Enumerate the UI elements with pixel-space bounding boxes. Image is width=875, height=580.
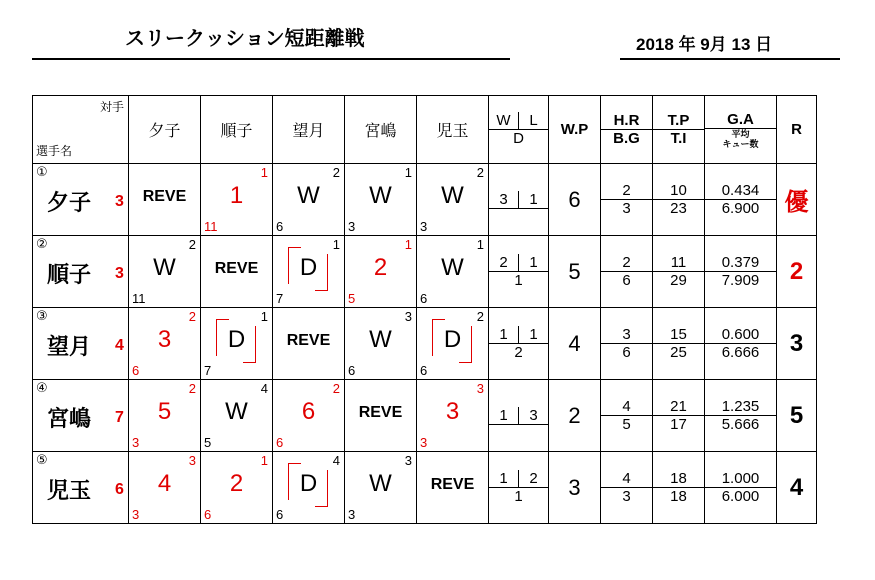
ga-cell bbox=[705, 308, 777, 380]
date-month-unit: 月 bbox=[709, 35, 727, 54]
header-tp: T.P bbox=[653, 112, 704, 130]
match-innings: 4 bbox=[332, 453, 340, 468]
player-score: 6 bbox=[115, 481, 124, 498]
tp-ti-cell bbox=[653, 452, 705, 524]
player-cell bbox=[33, 452, 129, 524]
match-cell bbox=[201, 164, 273, 236]
match-cell bbox=[417, 380, 489, 452]
draws: 2 bbox=[514, 344, 523, 361]
total-points: 15 bbox=[653, 326, 704, 344]
match-cell bbox=[417, 452, 489, 524]
self-match-label: REVE bbox=[142, 188, 187, 205]
draws: 1 bbox=[514, 272, 523, 289]
hr-bg-cell bbox=[601, 308, 653, 380]
player-number: ② bbox=[36, 237, 48, 252]
ga-cell bbox=[705, 452, 777, 524]
big-game: 3 bbox=[622, 200, 631, 217]
match-cell bbox=[417, 164, 489, 236]
match-cell bbox=[201, 308, 273, 380]
player-number: ⑤ bbox=[36, 453, 48, 468]
wld-cell bbox=[489, 236, 549, 308]
header-wld bbox=[489, 96, 549, 164]
header-hr-bg bbox=[601, 96, 653, 164]
hr-bg-cell bbox=[601, 164, 653, 236]
match-cell bbox=[417, 308, 489, 380]
player-row bbox=[33, 452, 817, 524]
match-result: D bbox=[443, 326, 462, 353]
match-points: 6 bbox=[420, 291, 428, 306]
header-r: R bbox=[777, 96, 817, 164]
tp-ti-cell bbox=[653, 308, 705, 380]
match-result: 1 bbox=[229, 182, 244, 209]
match-result: D bbox=[227, 326, 246, 353]
player-number: ③ bbox=[36, 309, 48, 324]
general-average: 0.600 bbox=[705, 326, 776, 344]
match-result: W bbox=[153, 254, 176, 281]
self-match-label: REVE bbox=[286, 332, 331, 349]
general-average: 0.434 bbox=[705, 182, 776, 200]
header-bg: B.G bbox=[613, 130, 640, 147]
match-result: W bbox=[369, 182, 392, 209]
header-opponent-0: 夕子 bbox=[129, 96, 201, 164]
total-innings: 29 bbox=[670, 272, 687, 289]
date-underline bbox=[620, 58, 840, 60]
match-points: 3 bbox=[348, 219, 356, 234]
date bbox=[636, 30, 772, 55]
total-points: 21 bbox=[653, 398, 704, 416]
match-cell bbox=[201, 380, 273, 452]
match-cell bbox=[273, 236, 345, 308]
match-innings: 2 bbox=[188, 309, 196, 324]
losses: 1 bbox=[529, 326, 538, 343]
big-game: 5 bbox=[622, 416, 631, 433]
total-points: 10 bbox=[653, 182, 704, 200]
header-opponent-3: 宮嶋 bbox=[345, 96, 417, 164]
match-result: W bbox=[441, 182, 464, 209]
average-cue-count: 6.000 bbox=[721, 488, 760, 505]
match-cell bbox=[345, 380, 417, 452]
match-result: 3 bbox=[445, 398, 460, 425]
match-points: 6 bbox=[276, 435, 284, 450]
player-name: 夕子 bbox=[47, 191, 92, 216]
rank: 4 bbox=[789, 473, 804, 501]
date-year: 2018 bbox=[636, 35, 674, 54]
match-points: 3 bbox=[420, 219, 428, 234]
match-points: 6 bbox=[276, 219, 284, 234]
ga-cell bbox=[705, 164, 777, 236]
match-cell bbox=[201, 236, 273, 308]
match-result: D bbox=[299, 470, 318, 497]
player-score: 3 bbox=[115, 193, 124, 210]
high-run: 2 bbox=[601, 182, 652, 200]
match-points: 11 bbox=[204, 219, 218, 234]
header-opponent-1: 順子 bbox=[201, 96, 273, 164]
date-month: 9 bbox=[700, 35, 710, 54]
match-result: W bbox=[297, 182, 320, 209]
player-score: 3 bbox=[115, 265, 124, 282]
hr-bg-cell bbox=[601, 452, 653, 524]
wins: 1 bbox=[489, 407, 519, 424]
big-game: 3 bbox=[622, 488, 631, 505]
match-result: W bbox=[369, 470, 392, 497]
general-average: 0.379 bbox=[705, 254, 776, 272]
header-opponent-4: 児玉 bbox=[417, 96, 489, 164]
header-ga bbox=[705, 96, 777, 164]
player-number: ④ bbox=[36, 381, 48, 396]
header-d: D bbox=[513, 130, 524, 147]
ga-cell bbox=[705, 236, 777, 308]
match-cell bbox=[273, 164, 345, 236]
match-cell bbox=[345, 452, 417, 524]
general-average: 1.000 bbox=[705, 470, 776, 488]
match-innings: 3 bbox=[404, 453, 412, 468]
match-points: 3 bbox=[420, 435, 428, 450]
wins: 1 bbox=[489, 470, 519, 487]
high-run: 4 bbox=[601, 470, 652, 488]
player-row bbox=[33, 308, 817, 380]
match-result: 2 bbox=[373, 254, 388, 281]
match-cell bbox=[345, 236, 417, 308]
win-points: 6 bbox=[568, 186, 581, 212]
match-innings: 1 bbox=[476, 237, 484, 252]
losses: 1 bbox=[529, 254, 538, 271]
total-innings: 17 bbox=[670, 416, 687, 433]
player-cell bbox=[33, 164, 129, 236]
match-cell bbox=[201, 452, 273, 524]
match-innings: 1 bbox=[332, 237, 340, 252]
match-points: 3 bbox=[132, 435, 140, 450]
match-innings: 3 bbox=[404, 309, 412, 324]
wins: 3 bbox=[489, 191, 519, 208]
self-match-label: REVE bbox=[358, 404, 403, 421]
win-points: 4 bbox=[568, 330, 581, 356]
win-points: 2 bbox=[568, 402, 581, 428]
self-match-label: REVE bbox=[430, 476, 475, 493]
match-innings: 1 bbox=[260, 453, 268, 468]
match-innings: 2 bbox=[332, 165, 340, 180]
page-title: スリークッション短距離戦 bbox=[125, 26, 365, 50]
player-cell bbox=[33, 236, 129, 308]
big-game: 6 bbox=[622, 272, 631, 289]
player-number: ① bbox=[36, 165, 48, 180]
rank-cell bbox=[777, 308, 817, 380]
date-day-unit: 日 bbox=[755, 35, 773, 54]
header-l: L bbox=[529, 112, 538, 129]
match-innings: 2 bbox=[476, 165, 484, 180]
match-result: 6 bbox=[301, 398, 316, 425]
match-cell bbox=[273, 380, 345, 452]
results-table bbox=[32, 95, 817, 524]
hr-bg-cell bbox=[601, 236, 653, 308]
rank-cell bbox=[777, 236, 817, 308]
match-cell bbox=[129, 380, 201, 452]
player-name: 宮嶋 bbox=[47, 407, 92, 432]
header-avg-line2: キュー数 bbox=[722, 138, 759, 149]
header-tp-ti bbox=[653, 96, 705, 164]
total-innings: 18 bbox=[670, 488, 687, 505]
match-innings: 1 bbox=[260, 309, 268, 324]
wp-cell bbox=[549, 452, 601, 524]
header-opponent-label: 対手 bbox=[99, 100, 124, 114]
match-cell bbox=[129, 236, 201, 308]
hr-bg-cell bbox=[601, 380, 653, 452]
big-game: 6 bbox=[622, 344, 631, 361]
match-points: 6 bbox=[276, 507, 284, 522]
match-points: 7 bbox=[276, 291, 284, 306]
total-points: 11 bbox=[653, 254, 704, 272]
wins: 2 bbox=[489, 254, 519, 271]
header-corner bbox=[33, 96, 129, 164]
match-result: 5 bbox=[157, 398, 172, 425]
header-player-label: 選手名 bbox=[36, 144, 73, 158]
tp-ti-cell bbox=[653, 380, 705, 452]
match-points: 3 bbox=[348, 507, 356, 522]
match-points: 6 bbox=[132, 363, 140, 378]
rank: 5 bbox=[789, 401, 804, 429]
match-innings: 4 bbox=[260, 381, 268, 396]
match-cell bbox=[129, 308, 201, 380]
match-points: 6 bbox=[204, 507, 212, 522]
win-points: 5 bbox=[568, 258, 581, 284]
high-run: 3 bbox=[601, 326, 652, 344]
match-result: W bbox=[369, 326, 392, 353]
match-innings: 3 bbox=[476, 381, 484, 396]
match-cell bbox=[129, 452, 201, 524]
player-row bbox=[33, 164, 817, 236]
player-name: 順子 bbox=[47, 263, 92, 288]
rank: 3 bbox=[789, 329, 804, 357]
tp-ti-cell bbox=[653, 236, 705, 308]
wins: 1 bbox=[489, 326, 519, 343]
player-name: 望月 bbox=[47, 335, 92, 360]
average-cue-count: 6.900 bbox=[721, 200, 760, 217]
header-w: W bbox=[489, 112, 519, 129]
date-day: 13 bbox=[731, 35, 751, 54]
match-innings: 1 bbox=[260, 165, 268, 180]
header-ga-label: G.A bbox=[705, 111, 776, 129]
match-cell bbox=[417, 236, 489, 308]
wp-cell bbox=[549, 236, 601, 308]
wld-cell bbox=[489, 164, 549, 236]
rank-cell bbox=[777, 164, 817, 236]
rank: 2 bbox=[789, 257, 804, 285]
header-wp: W.P bbox=[549, 96, 601, 164]
wp-cell bbox=[549, 308, 601, 380]
match-points: 5 bbox=[204, 435, 212, 450]
rank-cell bbox=[777, 380, 817, 452]
match-points: 5 bbox=[348, 291, 356, 306]
win-points: 3 bbox=[568, 474, 581, 500]
rank-cell bbox=[777, 452, 817, 524]
player-name: 児玉 bbox=[47, 479, 92, 504]
wld-cell bbox=[489, 308, 549, 380]
match-points: 6 bbox=[420, 363, 428, 378]
losses: 2 bbox=[529, 470, 538, 487]
header-opponent-2: 望月 bbox=[273, 96, 345, 164]
player-row bbox=[33, 380, 817, 452]
match-innings: 2 bbox=[476, 309, 484, 324]
header-hr: H.R bbox=[601, 112, 652, 130]
match-innings: 1 bbox=[404, 165, 412, 180]
header-ti: T.I bbox=[670, 130, 687, 147]
ga-cell bbox=[705, 380, 777, 452]
tp-ti-cell bbox=[653, 164, 705, 236]
header-avg-line1: 平均 bbox=[731, 128, 750, 139]
date-year-unit: 年 bbox=[678, 35, 696, 54]
player-cell bbox=[33, 380, 129, 452]
match-cell bbox=[129, 164, 201, 236]
match-cell bbox=[273, 452, 345, 524]
player-row bbox=[33, 236, 817, 308]
average-cue-count: 5.666 bbox=[721, 416, 760, 433]
draws: 1 bbox=[514, 488, 523, 505]
match-innings: 2 bbox=[188, 381, 196, 396]
header-row bbox=[33, 96, 817, 164]
player-score: 7 bbox=[115, 409, 124, 426]
match-points: 11 bbox=[132, 291, 146, 306]
total-innings: 23 bbox=[670, 200, 687, 217]
average-cue-count: 7.909 bbox=[721, 272, 760, 289]
total-innings: 25 bbox=[670, 344, 687, 361]
high-run: 2 bbox=[601, 254, 652, 272]
average-cue-count: 6.666 bbox=[721, 344, 760, 361]
player-cell bbox=[33, 308, 129, 380]
losses: 1 bbox=[529, 190, 538, 208]
match-result: D bbox=[299, 254, 318, 281]
wld-cell bbox=[489, 380, 549, 452]
rank: 優 bbox=[784, 189, 809, 216]
match-points: 7 bbox=[204, 363, 212, 378]
match-innings: 2 bbox=[332, 381, 340, 396]
header-avg-label bbox=[705, 129, 776, 149]
wp-cell bbox=[549, 380, 601, 452]
total-points: 18 bbox=[653, 470, 704, 488]
match-cell bbox=[345, 308, 417, 380]
match-innings: 2 bbox=[188, 237, 196, 252]
match-cell bbox=[273, 308, 345, 380]
match-innings: 1 bbox=[404, 237, 412, 252]
match-points: 6 bbox=[348, 363, 356, 378]
match-result: 2 bbox=[229, 470, 244, 497]
wp-cell bbox=[549, 164, 601, 236]
match-points: 3 bbox=[132, 507, 140, 522]
match-result: 3 bbox=[157, 326, 172, 353]
player-score: 4 bbox=[115, 337, 124, 354]
general-average: 1.235 bbox=[705, 398, 776, 416]
match-result: W bbox=[441, 254, 464, 281]
match-innings: 3 bbox=[188, 453, 196, 468]
high-run: 4 bbox=[601, 398, 652, 416]
title-underline bbox=[32, 58, 510, 60]
match-result: 4 bbox=[157, 470, 172, 497]
losses: 3 bbox=[529, 406, 538, 424]
match-result: W bbox=[225, 398, 248, 425]
self-match-label: REVE bbox=[214, 260, 259, 277]
match-cell bbox=[345, 164, 417, 236]
wld-cell bbox=[489, 452, 549, 524]
